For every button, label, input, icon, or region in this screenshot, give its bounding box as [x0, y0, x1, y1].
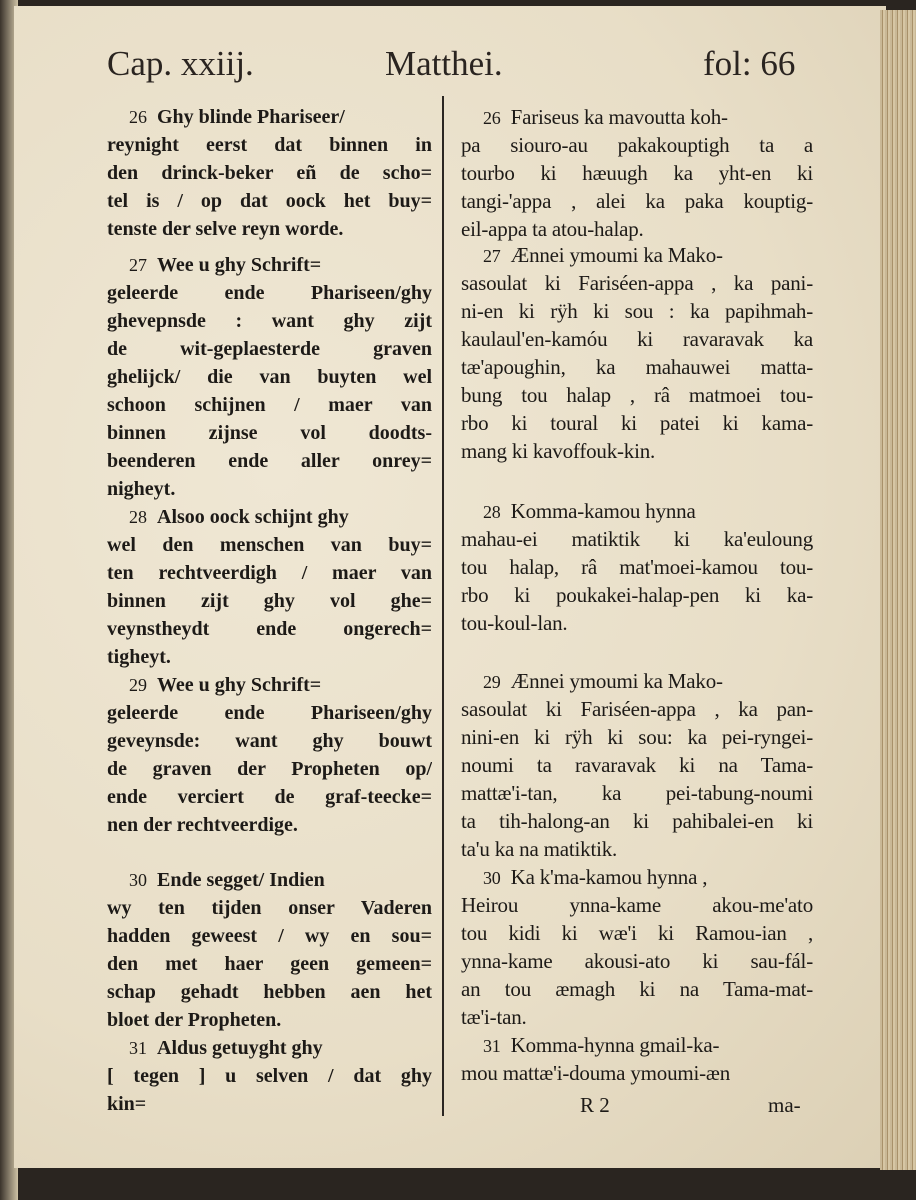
line-text: Wee u ghy Schrift=: [157, 674, 322, 696]
line-text: tou halap, râ mat'moei-kamou tou-: [461, 555, 813, 579]
line-text: geleerde ende Phariseen/ghy: [107, 282, 432, 304]
text-line: [107, 363, 432, 391]
line-text: geveynsde: want ghy bouwt: [107, 730, 432, 752]
text-line: [461, 695, 813, 723]
verse-number: 29: [129, 675, 147, 695]
text-line: [461, 863, 813, 891]
line-text: Ka k'ma-kamou hynna ,: [510, 865, 708, 889]
line-text: rbo ki toural ki patei ki kama-: [461, 411, 813, 435]
text-line: [107, 894, 432, 922]
text-line: [461, 947, 813, 975]
line-text: geleerde ende Phariseen/ghy: [107, 702, 432, 724]
verse-number: 26: [129, 107, 147, 127]
text-line: [107, 978, 432, 1006]
text-line: [107, 1090, 432, 1118]
text-line: [461, 297, 813, 325]
line-text: ten rechtveerdigh / maer van: [107, 562, 432, 584]
text-line: [107, 811, 432, 839]
text-line: [107, 391, 432, 419]
text-line: [461, 891, 813, 919]
text-line: [107, 1006, 432, 1034]
line-text: nigheyt.: [107, 478, 176, 500]
book-title: Matthei.: [385, 44, 503, 83]
page-edges: [880, 10, 916, 1170]
verse-block: [107, 251, 432, 503]
verse-number: 31: [483, 1036, 501, 1056]
line-text: mahau-ei matiktik ki ka'euloung: [461, 527, 813, 551]
verse-block: [461, 103, 813, 243]
line-text: schoon schijnen / maer van: [107, 394, 432, 416]
line-text: tel is / op dat oock het buy=: [107, 190, 432, 212]
text-line: [461, 581, 813, 609]
line-text: bloet der Propheten.: [107, 1009, 282, 1031]
line-text: veynstheydt ende ongerech=: [107, 618, 432, 640]
verse-block: [107, 503, 432, 671]
text-line: [107, 251, 432, 279]
line-text: tæ'i-tan.: [461, 1005, 527, 1029]
line-text: Ghy blinde Phariseer/: [157, 106, 345, 128]
text-line: [461, 1059, 813, 1087]
text-line: [107, 279, 432, 307]
line-text: tangi-'appa , alei ka paka kouptig-: [461, 189, 813, 213]
text-line: [461, 269, 813, 297]
text-line: [461, 187, 813, 215]
verse-number: 30: [129, 870, 147, 890]
verse-number: 28: [129, 507, 147, 527]
line-text: nen der rechtveerdige.: [107, 814, 298, 836]
line-text: tou kidi ki wæ'i ki Ramou-ian ,: [461, 921, 813, 945]
line-text: Wee u ghy Schrift=: [157, 254, 322, 276]
text-line: [107, 503, 432, 531]
line-text: tenste der selve reyn worde.: [107, 218, 344, 240]
line-text: noumi ta ravaravak ki na Tama-: [461, 753, 813, 777]
line-text: tourbo ki hæuugh ka yht-en ki: [461, 161, 813, 185]
chapter-heading: Cap. xxiij.: [107, 44, 254, 83]
text-line: [107, 131, 432, 159]
text-line: [461, 437, 813, 465]
line-text: mou mattæ'i-douma ymoumi-æn: [461, 1061, 731, 1085]
text-line: [461, 525, 813, 553]
line-text: schap gehadt hebben aen het: [107, 981, 432, 1003]
text-line: [461, 779, 813, 807]
text-line: [461, 1003, 813, 1031]
line-text: Komma-hynna gmail-ka-: [510, 1033, 720, 1057]
text-line: [461, 609, 813, 637]
text-line: [461, 409, 813, 437]
text-line: [461, 919, 813, 947]
text-line: [461, 807, 813, 835]
text-line: [107, 866, 432, 894]
text-line: [107, 615, 432, 643]
verse-number: 31: [129, 1038, 147, 1058]
verse-number: 28: [483, 502, 501, 522]
line-text: ynna-kame akousi-ato ki sau-fál-: [461, 949, 813, 973]
line-text: de wit-geplaesterde graven: [107, 338, 432, 360]
text-line: [461, 667, 813, 695]
text-line: [107, 187, 432, 215]
verse-number: 29: [483, 672, 501, 692]
line-text: tou-koul-lan.: [461, 611, 568, 635]
line-text: Aldus getuyght ghy: [157, 1037, 323, 1059]
text-line: [107, 419, 432, 447]
verse-block: [461, 497, 813, 637]
verse-block: [107, 866, 432, 1034]
text-line: [107, 335, 432, 363]
line-text: ni-en ki rÿh ki sou : ka papihmah-: [461, 299, 813, 323]
column-divider: [442, 96, 444, 1116]
line-text: ghevepnsde : want ghy zijt: [107, 310, 432, 332]
line-text: kin=: [107, 1093, 147, 1115]
line-text: ende verciert de graf-teecke=: [107, 786, 432, 808]
verse-block: [107, 1034, 432, 1118]
text-line: [461, 215, 813, 243]
text-line: [107, 159, 432, 187]
text-line: [461, 381, 813, 409]
text-line: [461, 241, 813, 269]
verse-block: [461, 241, 813, 465]
line-text: ta tih-halong-an ki pahibalei-en ki: [461, 809, 813, 833]
text-line: [107, 922, 432, 950]
text-line: [107, 215, 432, 243]
line-text: hadden geweest / wy en sou=: [107, 925, 432, 947]
text-line: [461, 975, 813, 1003]
catchword: ma-: [768, 1093, 801, 1117]
line-text: nini-en ki rÿh ki sou: ka pei-ryngei-: [461, 725, 813, 749]
line-text: kaulaul'en-kamóu ki ravaravak ka: [461, 327, 813, 351]
line-text: Komma-kamou hynna: [510, 499, 696, 523]
line-text: bung tou halap , râ matmoei tou-: [461, 383, 813, 407]
verse-number: 27: [483, 246, 501, 266]
line-text: tigheyt.: [107, 646, 171, 668]
line-text: an tou æmagh ki na Tama-mat-: [461, 977, 813, 1001]
line-text: binnen zijnse vol doodts-: [107, 422, 432, 444]
text-line: [461, 723, 813, 751]
text-line: [461, 103, 813, 131]
text-line: [107, 671, 432, 699]
text-line: [107, 1062, 432, 1090]
line-text: Heirou ynna-kame akou-me'ato: [461, 893, 813, 917]
line-text: wel den menschen van buy=: [107, 534, 432, 556]
line-text: sasoulat ki Fariséen-appa , ka pan-: [461, 697, 813, 721]
line-text: mang ki kavoffouk-kin.: [461, 439, 656, 463]
line-text: ghelijck/ die van buyten wel: [107, 366, 432, 388]
text-line: [107, 559, 432, 587]
line-text: Ende segget/ Indien: [157, 869, 325, 891]
folio-number: fol: 66: [703, 44, 796, 83]
line-text: den drinck-beker eñ de scho=: [107, 162, 432, 184]
text-line: [107, 531, 432, 559]
verse-block: [461, 667, 813, 863]
text-line: [107, 755, 432, 783]
text-line: [461, 159, 813, 187]
line-text: wy ten tijden onser Vaderen: [107, 897, 432, 919]
text-line: [107, 699, 432, 727]
verse-number: 27: [129, 255, 147, 275]
verse-number: 26: [483, 108, 501, 128]
text-line: [461, 325, 813, 353]
verse-block: [107, 671, 432, 839]
line-text: mattæ'i-tan, ka pei-tabung-noumi: [461, 781, 813, 805]
text-line: [461, 835, 813, 863]
line-text: rbo ki poukakei-halap-pen ki ka-: [461, 583, 813, 607]
text-line: [107, 727, 432, 755]
text-line: [461, 751, 813, 779]
line-text: Ænnei ymoumi ka Mako-: [510, 669, 723, 693]
line-text: binnen zijt ghy vol ghe=: [107, 590, 432, 612]
line-text: beenderen ende aller onrey=: [107, 450, 432, 472]
text-line: [461, 1031, 813, 1059]
text-line: [461, 553, 813, 581]
text-line: [107, 475, 432, 503]
text-line: [461, 497, 813, 525]
line-text: ta'u ka na matiktik.: [461, 837, 618, 861]
line-text: Alsoo oock schijnt ghy: [157, 506, 349, 528]
line-text: sasoulat ki Fariséen-appa , ka pani-: [461, 271, 813, 295]
line-text: tæ'apoughin, ka mahauwei matta-: [461, 355, 813, 379]
text-line: [107, 307, 432, 335]
verse-number: 30: [483, 868, 501, 888]
text-line: [107, 447, 432, 475]
text-line: [107, 587, 432, 615]
signature-mark: R 2: [580, 1093, 610, 1117]
line-text: reynight eerst dat binnen in: [107, 134, 432, 156]
text-line: [107, 103, 432, 131]
text-line: [461, 131, 813, 159]
verse-block: [461, 1031, 813, 1087]
text-line: [107, 1034, 432, 1062]
verse-block: [107, 103, 432, 243]
line-text: [ tegen ] u selven / dat ghy: [107, 1065, 432, 1087]
line-text: de graven der Propheten op/: [107, 758, 432, 780]
line-text: pa siouro-au pakakouptigh ta a: [461, 133, 813, 157]
line-text: Ænnei ymoumi ka Mako-: [510, 243, 723, 267]
line-text: eil-appa ta atou-halap.: [461, 217, 644, 241]
verse-block: [461, 863, 813, 1031]
text-line: [107, 783, 432, 811]
text-line: [461, 353, 813, 381]
line-text: Fariseus ka mavoutta koh-: [510, 105, 728, 129]
text-line: [107, 643, 432, 671]
text-line: [107, 950, 432, 978]
line-text: den met haer geen gemeen=: [107, 953, 432, 975]
